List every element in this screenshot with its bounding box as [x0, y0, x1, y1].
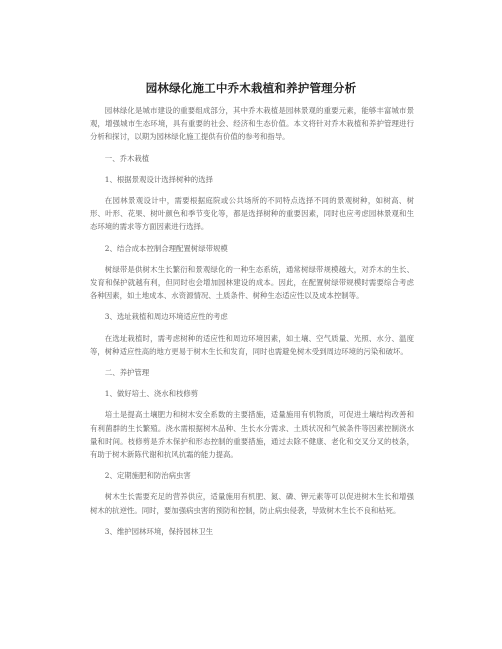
subsection-heading-1-2: 2、结合成本控制合理配置树绿带规模: [104, 243, 228, 253]
subsection-heading-1-3: 3、选址栽植和周边环境适应性的考虑: [104, 312, 228, 322]
section-heading-1: 一、乔木栽植: [104, 153, 150, 163]
section-heading-2: 二、养护管理: [104, 368, 150, 378]
paragraph-1-1: 在园林景观设计中，需要根据庭院或公共场所的不同特点选择不同的景观树种，如树高、树形、叶形、花果、树叶颜色和季节变化等，都是选择树种的重要因素，同时也应考虑园林景观和生态环境的需求等方面因素进行选择。: [90, 196, 414, 232]
subsection-heading-1-1: 1、根据景观设计选择树种的选择: [104, 174, 213, 184]
paragraph-1-3: 在选址栽植时，需考虑树种的适应性和周边环境因素，如土壤、空气质量、光照、水分、温度等，树种适应性高的地方更易于树木生长和发育，同时也需避免树木受到周边环境的污染和破坏。: [90, 333, 414, 356]
paragraph-1-2: 树绿带是供树木生长繁衍和景观绿化的一种生态系统，通常树绿带规模越大，对乔木的生长、发育和保护就越有利，但同时也会增加园林建设的成本。因此，在配置树绿带规模时需要综合考虑各种因素，如土地成本、水资源情况、土质条件、树种生态适应性以及成本控制等。: [90, 264, 414, 301]
document-body: [90, 104, 414, 546]
paragraph-2-1: 培土是提高土壤肥力和树木安全系数的主要措施，适量施用有机物质，可促进土壤结构改善和有利菌群的生长繁殖。浇水需根据树木品种、生长水分需求、土质状况和气候条件等因素控制浇水量和时间。枝修剪是乔木保护和形态控制的重要措施，通过去除不健康、老化和交叉分叉的枝条，有助于树木新陈代谢和抗风抗霜的能力提高。: [90, 410, 414, 460]
paragraph-2-2: 树木生长需要充足的营养供应，适量施用有机肥、氮、磷、钾元素等可以促进树木生长和增强树木的抗逆性。同时，要加强病虫害的预防和控制，防止病虫侵袭，导致树木生长不良和枯死。: [90, 492, 414, 515]
intro-paragraph: 园林绿化是城市建设的重要组成部分，其中乔木栽植是园林景观的重要元素，能够丰富城市景观，增强城市生态环境，具有重要的社会、经济和生态价值。本文将针对乔木栽植和养护管理进行分析和探讨，以期为园林绿化施工提供有价值的参考和指导。: [90, 106, 414, 142]
subsection-heading-2-2: 2、定期施肥和防治病虫害: [104, 471, 191, 481]
subsection-heading-2-3: 3、维护园林环境，保持园林卫生: [104, 526, 213, 536]
subsection-heading-2-1: 1、做好培土、浇水和枝修剪: [104, 389, 199, 399]
document-title: 园林绿化施工中乔木栽植和养护管理分析: [145, 81, 357, 95]
